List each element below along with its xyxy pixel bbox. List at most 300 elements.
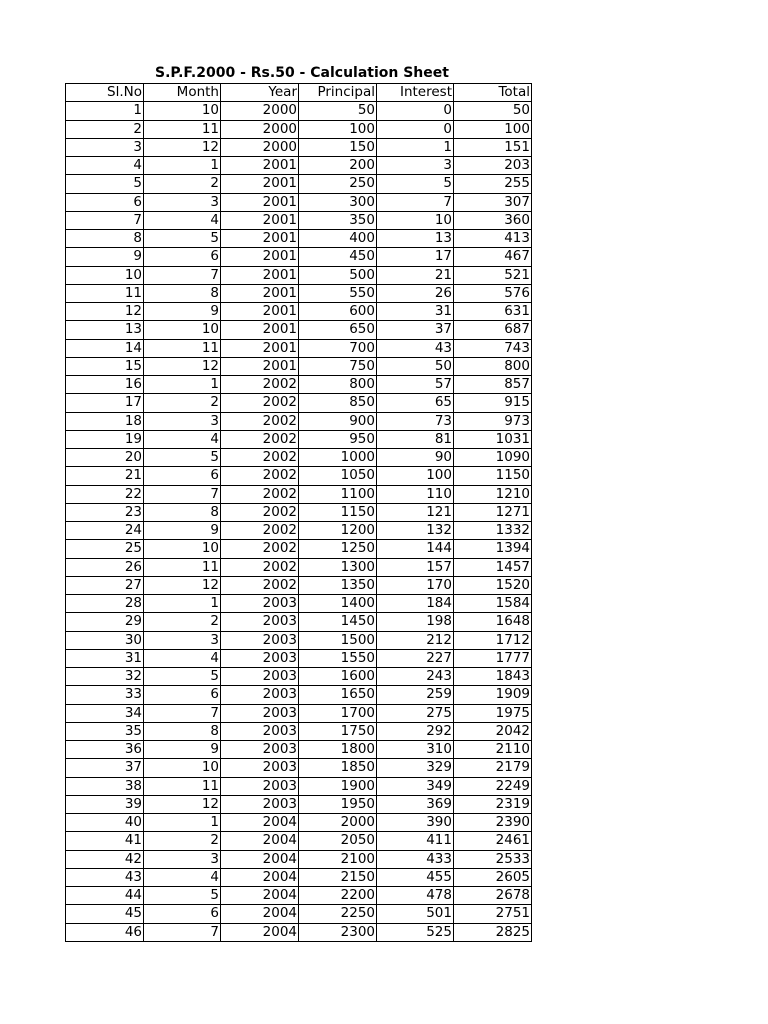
principal-cell: 1150 bbox=[299, 503, 377, 521]
month-cell: 7 bbox=[144, 923, 221, 941]
table-row bbox=[66, 157, 532, 175]
year-cell: 2004 bbox=[221, 850, 299, 868]
total-cell: 1210 bbox=[454, 485, 532, 503]
principal-cell: 50 bbox=[299, 102, 377, 120]
year-cell: 2000 bbox=[221, 138, 299, 156]
table-row bbox=[66, 868, 532, 886]
table-row bbox=[66, 503, 532, 521]
month-cell: 5 bbox=[144, 668, 221, 686]
interest-cell: 292 bbox=[377, 722, 454, 740]
total-cell: 50 bbox=[454, 102, 532, 120]
table-row bbox=[66, 248, 532, 266]
total-cell: 1909 bbox=[454, 686, 532, 704]
sl-no-cell: 40 bbox=[66, 814, 144, 832]
sl-no-cell: 32 bbox=[66, 668, 144, 686]
sl-no-cell: 16 bbox=[66, 376, 144, 394]
month-cell: 3 bbox=[144, 631, 221, 649]
total-cell: 2390 bbox=[454, 814, 532, 832]
col-header-sl-no: Sl.No bbox=[66, 84, 144, 102]
sl-no-cell: 28 bbox=[66, 595, 144, 613]
total-cell: 1394 bbox=[454, 540, 532, 558]
month-cell: 7 bbox=[144, 485, 221, 503]
sl-no-cell: 6 bbox=[66, 193, 144, 211]
total-cell: 1271 bbox=[454, 503, 532, 521]
year-cell: 2002 bbox=[221, 376, 299, 394]
principal-cell: 1600 bbox=[299, 668, 377, 686]
col-header-month: Month bbox=[144, 84, 221, 102]
year-cell: 2004 bbox=[221, 887, 299, 905]
year-cell: 2003 bbox=[221, 704, 299, 722]
principal-cell: 450 bbox=[299, 248, 377, 266]
principal-cell: 1450 bbox=[299, 613, 377, 631]
total-cell: 521 bbox=[454, 266, 532, 284]
year-cell: 2004 bbox=[221, 814, 299, 832]
sl-no-cell: 1 bbox=[66, 102, 144, 120]
total-cell: 1975 bbox=[454, 704, 532, 722]
interest-cell: 73 bbox=[377, 412, 454, 430]
sl-no-cell: 15 bbox=[66, 357, 144, 375]
principal-cell: 600 bbox=[299, 303, 377, 321]
total-cell: 1648 bbox=[454, 613, 532, 631]
table-row bbox=[66, 649, 532, 667]
col-header-principal: Principal bbox=[299, 84, 377, 102]
interest-cell: 13 bbox=[377, 230, 454, 248]
interest-cell: 349 bbox=[377, 777, 454, 795]
month-cell: 12 bbox=[144, 795, 221, 813]
sl-no-cell: 8 bbox=[66, 230, 144, 248]
total-cell: 307 bbox=[454, 193, 532, 211]
year-cell: 2001 bbox=[221, 357, 299, 375]
principal-cell: 400 bbox=[299, 230, 377, 248]
year-cell: 2003 bbox=[221, 649, 299, 667]
col-header-interest: Interest bbox=[377, 84, 454, 102]
total-cell: 2751 bbox=[454, 905, 532, 923]
interest-cell: 81 bbox=[377, 430, 454, 448]
principal-cell: 2300 bbox=[299, 923, 377, 941]
sl-no-cell: 3 bbox=[66, 138, 144, 156]
month-cell: 10 bbox=[144, 321, 221, 339]
interest-cell: 433 bbox=[377, 850, 454, 868]
interest-cell: 243 bbox=[377, 668, 454, 686]
interest-cell: 5 bbox=[377, 175, 454, 193]
principal-cell: 950 bbox=[299, 430, 377, 448]
table-row bbox=[66, 412, 532, 430]
table-row bbox=[66, 321, 532, 339]
interest-cell: 21 bbox=[377, 266, 454, 284]
principal-cell: 1900 bbox=[299, 777, 377, 795]
sl-no-cell: 4 bbox=[66, 157, 144, 175]
table-row bbox=[66, 357, 532, 375]
sl-no-cell: 38 bbox=[66, 777, 144, 795]
total-cell: 2110 bbox=[454, 741, 532, 759]
total-cell: 915 bbox=[454, 394, 532, 412]
col-header-total: Total bbox=[454, 84, 532, 102]
table-row bbox=[66, 741, 532, 759]
month-cell: 7 bbox=[144, 704, 221, 722]
table-row bbox=[66, 686, 532, 704]
principal-cell: 750 bbox=[299, 357, 377, 375]
total-cell: 255 bbox=[454, 175, 532, 193]
interest-cell: 525 bbox=[377, 923, 454, 941]
year-cell: 2002 bbox=[221, 485, 299, 503]
total-cell: 2319 bbox=[454, 795, 532, 813]
table-row bbox=[66, 339, 532, 357]
sl-no-cell: 7 bbox=[66, 211, 144, 229]
interest-cell: 17 bbox=[377, 248, 454, 266]
month-cell: 9 bbox=[144, 522, 221, 540]
total-cell: 1031 bbox=[454, 430, 532, 448]
sl-no-cell: 2 bbox=[66, 120, 144, 138]
calculation-sheet bbox=[65, 64, 531, 942]
month-cell: 11 bbox=[144, 339, 221, 357]
sl-no-cell: 10 bbox=[66, 266, 144, 284]
month-cell: 6 bbox=[144, 686, 221, 704]
table-row bbox=[66, 613, 532, 631]
interest-cell: 10 bbox=[377, 211, 454, 229]
year-cell: 2000 bbox=[221, 120, 299, 138]
principal-cell: 800 bbox=[299, 376, 377, 394]
year-cell: 2002 bbox=[221, 430, 299, 448]
table-row bbox=[66, 905, 532, 923]
sl-no-cell: 34 bbox=[66, 704, 144, 722]
interest-cell: 227 bbox=[377, 649, 454, 667]
principal-cell: 2150 bbox=[299, 868, 377, 886]
total-cell: 2042 bbox=[454, 722, 532, 740]
principal-cell: 2100 bbox=[299, 850, 377, 868]
interest-cell: 212 bbox=[377, 631, 454, 649]
total-cell: 1712 bbox=[454, 631, 532, 649]
year-cell: 2001 bbox=[221, 230, 299, 248]
sl-no-cell: 12 bbox=[66, 303, 144, 321]
year-cell: 2003 bbox=[221, 595, 299, 613]
interest-cell: 3 bbox=[377, 157, 454, 175]
month-cell: 11 bbox=[144, 120, 221, 138]
principal-cell: 1350 bbox=[299, 576, 377, 594]
total-cell: 413 bbox=[454, 230, 532, 248]
table-row bbox=[66, 449, 532, 467]
sl-no-cell: 17 bbox=[66, 394, 144, 412]
interest-cell: 110 bbox=[377, 485, 454, 503]
interest-cell: 170 bbox=[377, 576, 454, 594]
principal-cell: 150 bbox=[299, 138, 377, 156]
interest-cell: 37 bbox=[377, 321, 454, 339]
principal-cell: 1200 bbox=[299, 522, 377, 540]
interest-cell: 65 bbox=[377, 394, 454, 412]
sl-no-cell: 24 bbox=[66, 522, 144, 540]
total-cell: 1777 bbox=[454, 649, 532, 667]
table-row bbox=[66, 576, 532, 594]
month-cell: 5 bbox=[144, 887, 221, 905]
sl-no-cell: 33 bbox=[66, 686, 144, 704]
month-cell: 12 bbox=[144, 138, 221, 156]
total-cell: 1520 bbox=[454, 576, 532, 594]
table-row bbox=[66, 814, 532, 832]
principal-cell: 1300 bbox=[299, 558, 377, 576]
table-row bbox=[66, 887, 532, 905]
year-cell: 2004 bbox=[221, 832, 299, 850]
total-cell: 2533 bbox=[454, 850, 532, 868]
sl-no-cell: 35 bbox=[66, 722, 144, 740]
sl-no-cell: 20 bbox=[66, 449, 144, 467]
year-cell: 2003 bbox=[221, 759, 299, 777]
total-cell: 1584 bbox=[454, 595, 532, 613]
month-cell: 1 bbox=[144, 814, 221, 832]
interest-cell: 50 bbox=[377, 357, 454, 375]
table-row bbox=[66, 266, 532, 284]
sl-no-cell: 46 bbox=[66, 923, 144, 941]
month-cell: 12 bbox=[144, 576, 221, 594]
interest-cell: 0 bbox=[377, 102, 454, 120]
principal-cell: 1250 bbox=[299, 540, 377, 558]
interest-cell: 26 bbox=[377, 284, 454, 302]
table-row bbox=[66, 467, 532, 485]
col-header-year: Year bbox=[221, 84, 299, 102]
total-cell: 857 bbox=[454, 376, 532, 394]
principal-cell: 850 bbox=[299, 394, 377, 412]
month-cell: 3 bbox=[144, 412, 221, 430]
year-cell: 2001 bbox=[221, 175, 299, 193]
month-cell: 6 bbox=[144, 248, 221, 266]
year-cell: 2003 bbox=[221, 795, 299, 813]
principal-cell: 1100 bbox=[299, 485, 377, 503]
table-row bbox=[66, 722, 532, 740]
principal-cell: 1950 bbox=[299, 795, 377, 813]
sl-no-cell: 37 bbox=[66, 759, 144, 777]
interest-cell: 90 bbox=[377, 449, 454, 467]
principal-cell: 1000 bbox=[299, 449, 377, 467]
year-cell: 2002 bbox=[221, 558, 299, 576]
table-row bbox=[66, 175, 532, 193]
table-row bbox=[66, 668, 532, 686]
interest-cell: 198 bbox=[377, 613, 454, 631]
month-cell: 2 bbox=[144, 832, 221, 850]
principal-cell: 2000 bbox=[299, 814, 377, 832]
table-row bbox=[66, 376, 532, 394]
year-cell: 2001 bbox=[221, 193, 299, 211]
principal-cell: 1550 bbox=[299, 649, 377, 667]
total-cell: 2179 bbox=[454, 759, 532, 777]
year-cell: 2001 bbox=[221, 266, 299, 284]
month-cell: 4 bbox=[144, 868, 221, 886]
month-cell: 5 bbox=[144, 449, 221, 467]
principal-cell: 100 bbox=[299, 120, 377, 138]
interest-cell: 310 bbox=[377, 741, 454, 759]
year-cell: 2001 bbox=[221, 284, 299, 302]
year-cell: 2002 bbox=[221, 467, 299, 485]
interest-cell: 329 bbox=[377, 759, 454, 777]
table-row bbox=[66, 795, 532, 813]
header-row bbox=[66, 84, 532, 102]
year-cell: 2004 bbox=[221, 868, 299, 886]
interest-cell: 455 bbox=[377, 868, 454, 886]
principal-cell: 350 bbox=[299, 211, 377, 229]
year-cell: 2002 bbox=[221, 394, 299, 412]
principal-cell: 650 bbox=[299, 321, 377, 339]
month-cell: 2 bbox=[144, 175, 221, 193]
interest-cell: 0 bbox=[377, 120, 454, 138]
total-cell: 973 bbox=[454, 412, 532, 430]
year-cell: 2003 bbox=[221, 686, 299, 704]
month-cell: 1 bbox=[144, 595, 221, 613]
interest-cell: 144 bbox=[377, 540, 454, 558]
sl-no-cell: 23 bbox=[66, 503, 144, 521]
table-row bbox=[66, 193, 532, 211]
principal-cell: 250 bbox=[299, 175, 377, 193]
total-cell: 1332 bbox=[454, 522, 532, 540]
month-cell: 4 bbox=[144, 211, 221, 229]
table-row bbox=[66, 595, 532, 613]
month-cell: 8 bbox=[144, 722, 221, 740]
total-cell: 631 bbox=[454, 303, 532, 321]
table-row bbox=[66, 759, 532, 777]
table-row bbox=[66, 230, 532, 248]
table-row bbox=[66, 394, 532, 412]
principal-cell: 1400 bbox=[299, 595, 377, 613]
year-cell: 2001 bbox=[221, 303, 299, 321]
year-cell: 2003 bbox=[221, 668, 299, 686]
year-cell: 2001 bbox=[221, 321, 299, 339]
interest-cell: 43 bbox=[377, 339, 454, 357]
principal-cell: 1650 bbox=[299, 686, 377, 704]
total-cell: 467 bbox=[454, 248, 532, 266]
month-cell: 11 bbox=[144, 777, 221, 795]
month-cell: 8 bbox=[144, 284, 221, 302]
month-cell: 11 bbox=[144, 558, 221, 576]
sl-no-cell: 30 bbox=[66, 631, 144, 649]
sl-no-cell: 45 bbox=[66, 905, 144, 923]
month-cell: 1 bbox=[144, 157, 221, 175]
sl-no-cell: 41 bbox=[66, 832, 144, 850]
principal-cell: 1800 bbox=[299, 741, 377, 759]
interest-cell: 7 bbox=[377, 193, 454, 211]
interest-cell: 275 bbox=[377, 704, 454, 722]
year-cell: 2003 bbox=[221, 613, 299, 631]
table-body bbox=[66, 102, 532, 942]
interest-cell: 100 bbox=[377, 467, 454, 485]
year-cell: 2004 bbox=[221, 923, 299, 941]
principal-cell: 550 bbox=[299, 284, 377, 302]
table-row bbox=[66, 540, 532, 558]
sl-no-cell: 14 bbox=[66, 339, 144, 357]
month-cell: 7 bbox=[144, 266, 221, 284]
principal-cell: 2250 bbox=[299, 905, 377, 923]
total-cell: 687 bbox=[454, 321, 532, 339]
month-cell: 4 bbox=[144, 430, 221, 448]
interest-cell: 132 bbox=[377, 522, 454, 540]
table-row bbox=[66, 777, 532, 795]
interest-cell: 478 bbox=[377, 887, 454, 905]
sl-no-cell: 13 bbox=[66, 321, 144, 339]
sl-no-cell: 39 bbox=[66, 795, 144, 813]
month-cell: 12 bbox=[144, 357, 221, 375]
total-cell: 100 bbox=[454, 120, 532, 138]
total-cell: 203 bbox=[454, 157, 532, 175]
total-cell: 743 bbox=[454, 339, 532, 357]
table-row bbox=[66, 850, 532, 868]
sheet-title: S.P.F.2000 - Rs.50 - Calculation Sheet bbox=[155, 65, 449, 81]
table-row bbox=[66, 303, 532, 321]
year-cell: 2001 bbox=[221, 211, 299, 229]
interest-cell: 121 bbox=[377, 503, 454, 521]
year-cell: 2000 bbox=[221, 102, 299, 120]
principal-cell: 1700 bbox=[299, 704, 377, 722]
interest-cell: 411 bbox=[377, 832, 454, 850]
interest-cell: 184 bbox=[377, 595, 454, 613]
interest-cell: 259 bbox=[377, 686, 454, 704]
month-cell: 6 bbox=[144, 905, 221, 923]
total-cell: 2461 bbox=[454, 832, 532, 850]
table-row bbox=[66, 923, 532, 941]
total-cell: 360 bbox=[454, 211, 532, 229]
year-cell: 2003 bbox=[221, 777, 299, 795]
total-cell: 2249 bbox=[454, 777, 532, 795]
sl-no-cell: 43 bbox=[66, 868, 144, 886]
month-cell: 4 bbox=[144, 649, 221, 667]
interest-cell: 1 bbox=[377, 138, 454, 156]
table-row bbox=[66, 832, 532, 850]
month-cell: 6 bbox=[144, 467, 221, 485]
principal-cell: 700 bbox=[299, 339, 377, 357]
year-cell: 2001 bbox=[221, 248, 299, 266]
table-row bbox=[66, 631, 532, 649]
total-cell: 576 bbox=[454, 284, 532, 302]
sl-no-cell: 5 bbox=[66, 175, 144, 193]
interest-cell: 157 bbox=[377, 558, 454, 576]
table-row bbox=[66, 102, 532, 120]
table-row bbox=[66, 704, 532, 722]
interest-cell: 390 bbox=[377, 814, 454, 832]
sl-no-cell: 27 bbox=[66, 576, 144, 594]
total-cell: 1457 bbox=[454, 558, 532, 576]
principal-cell: 300 bbox=[299, 193, 377, 211]
principal-cell: 1500 bbox=[299, 631, 377, 649]
interest-cell: 57 bbox=[377, 376, 454, 394]
principal-cell: 1750 bbox=[299, 722, 377, 740]
year-cell: 2002 bbox=[221, 503, 299, 521]
year-cell: 2003 bbox=[221, 631, 299, 649]
sl-no-cell: 22 bbox=[66, 485, 144, 503]
table-row bbox=[66, 485, 532, 503]
sl-no-cell: 19 bbox=[66, 430, 144, 448]
sl-no-cell: 44 bbox=[66, 887, 144, 905]
table-row bbox=[66, 120, 532, 138]
calculation-table bbox=[65, 83, 532, 942]
principal-cell: 900 bbox=[299, 412, 377, 430]
month-cell: 10 bbox=[144, 759, 221, 777]
sl-no-cell: 25 bbox=[66, 540, 144, 558]
principal-cell: 200 bbox=[299, 157, 377, 175]
table-row bbox=[66, 284, 532, 302]
month-cell: 5 bbox=[144, 230, 221, 248]
month-cell: 1 bbox=[144, 376, 221, 394]
table-row bbox=[66, 558, 532, 576]
month-cell: 10 bbox=[144, 540, 221, 558]
total-cell: 1150 bbox=[454, 467, 532, 485]
sl-no-cell: 21 bbox=[66, 467, 144, 485]
month-cell: 9 bbox=[144, 303, 221, 321]
principal-cell: 1050 bbox=[299, 467, 377, 485]
principal-cell: 500 bbox=[299, 266, 377, 284]
month-cell: 2 bbox=[144, 613, 221, 631]
year-cell: 2002 bbox=[221, 576, 299, 594]
year-cell: 2002 bbox=[221, 522, 299, 540]
sl-no-cell: 31 bbox=[66, 649, 144, 667]
month-cell: 10 bbox=[144, 102, 221, 120]
interest-cell: 501 bbox=[377, 905, 454, 923]
year-cell: 2004 bbox=[221, 905, 299, 923]
table-row bbox=[66, 430, 532, 448]
year-cell: 2001 bbox=[221, 157, 299, 175]
